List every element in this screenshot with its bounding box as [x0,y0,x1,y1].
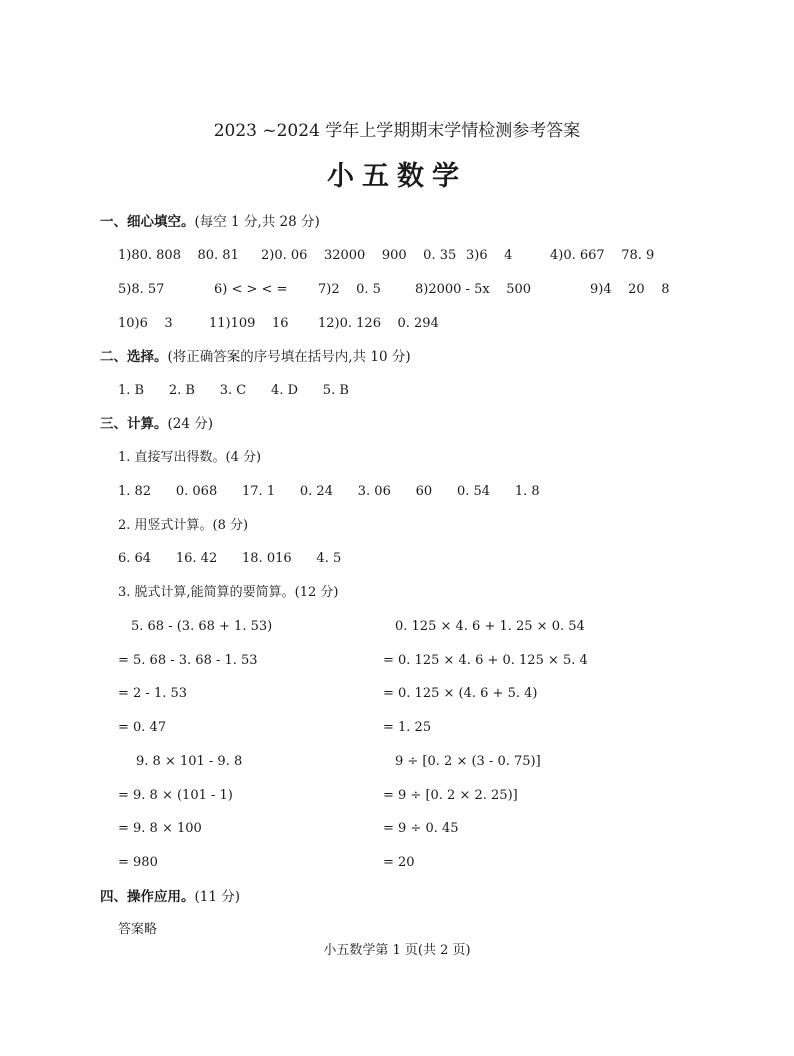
document-title: 2023 ~2024 学年上学期期末学情检测参考答案 [213,121,581,141]
part3-title: 3. 脱式计算,能简算的要简算。(12 分) [118,585,339,600]
fill-answer-1: 1)80. 808 80. 81 [118,248,239,263]
fill-answer-3: 3)6 4 [466,248,513,263]
fill-answer-11: 11)109 16 [209,316,289,331]
calc-left-line-7: = 9. 8 × 100 [118,821,202,836]
calc-right-line-6: = 9 ÷ [0. 2 × 2. 25)] [383,788,518,803]
calc-right-line-5: 9 ÷ [0. 2 × (3 - 0. 75)] [395,754,541,769]
fill-answer-5: 5)8. 57 [118,282,165,297]
calc-left-line-1: 5. 68 - (3. 68 + 1. 53) [131,619,273,634]
calc-left-line-6: = 9. 8 × (101 - 1) [118,788,233,803]
calc-right-line-8: = 20 [383,855,415,870]
calc-left-line-3: = 2 - 1. 53 [118,686,188,701]
calc-left-line-4: = 0. 47 [118,720,167,735]
section3-note: (24 分) [167,416,214,432]
document-subtitle: 小五数学 [327,161,467,192]
fill-answer-4: 4)0. 667 78. 9 [550,248,655,263]
calc-right-line-2: = 0. 125 × 4. 6 + 0. 125 × 5. 4 [383,653,588,668]
part1-answers: 1. 82 0. 068 17. 1 0. 24 3. 06 60 0. 54 1. 8 [118,484,540,499]
section2-heading [100,349,411,365]
calc-right-line-3: = 0. 125 × (4. 6 + 5. 4) [383,686,538,701]
section4-heading [100,889,240,905]
calc-right-line-7: = 9 ÷ 0. 45 [383,821,459,836]
section3-heading [100,416,213,432]
choice-answers: 1. B 2. B 3. C 4. D 5. B [118,383,349,398]
calc-right-line-1: 0. 125 × 4. 6 + 1. 25 × 0. 54 [395,619,585,634]
section1-heading [100,214,320,230]
calc-left-line-2: = 5. 68 - 3. 68 - 1. 53 [118,653,258,668]
section1-note: (每空 1 分,共 28 分) [194,214,320,230]
section2-title: 二、选择。 [100,349,168,365]
fill-answer-9: 9)4 20 8 [590,282,670,297]
fill-answer-12: 12)0. 126 0. 294 [318,316,439,331]
fill-answer-7: 7)2 0. 5 [318,282,381,297]
section4-note: (11 分) [194,889,241,905]
calc-left-line-5: 9. 8 × 101 - 9. 8 [136,754,243,769]
part2-answers: 6. 64 16. 42 18. 016 4. 5 [118,551,342,566]
page-footer: 小五数学第 1 页(共 2 页) [323,943,471,958]
fill-answer-10: 10)6 3 [118,316,173,331]
section2-note: (将正确答案的序号填在括号内,共 10 分) [167,349,411,365]
calc-right-line-4: = 1. 25 [383,720,432,735]
section4-title: 四、操作应用。 [100,889,195,905]
fill-answer-2: 2)0. 06 32000 900 0. 35 [261,248,457,263]
part2-title: 2. 用竖式计算。(8 分) [118,518,249,533]
fill-answer-6: 6) < > < = [214,282,288,297]
calc-left-line-8: = 980 [118,855,158,870]
fill-answer-8: 8)2000 - 5x 500 [415,282,532,297]
section1-title: 一、细心填空。 [100,214,195,230]
section3-title: 三、计算。 [100,416,168,432]
section4-answer: 答案略 [118,922,158,937]
part1-title: 1. 直接写出得数。(4 分) [118,450,262,465]
